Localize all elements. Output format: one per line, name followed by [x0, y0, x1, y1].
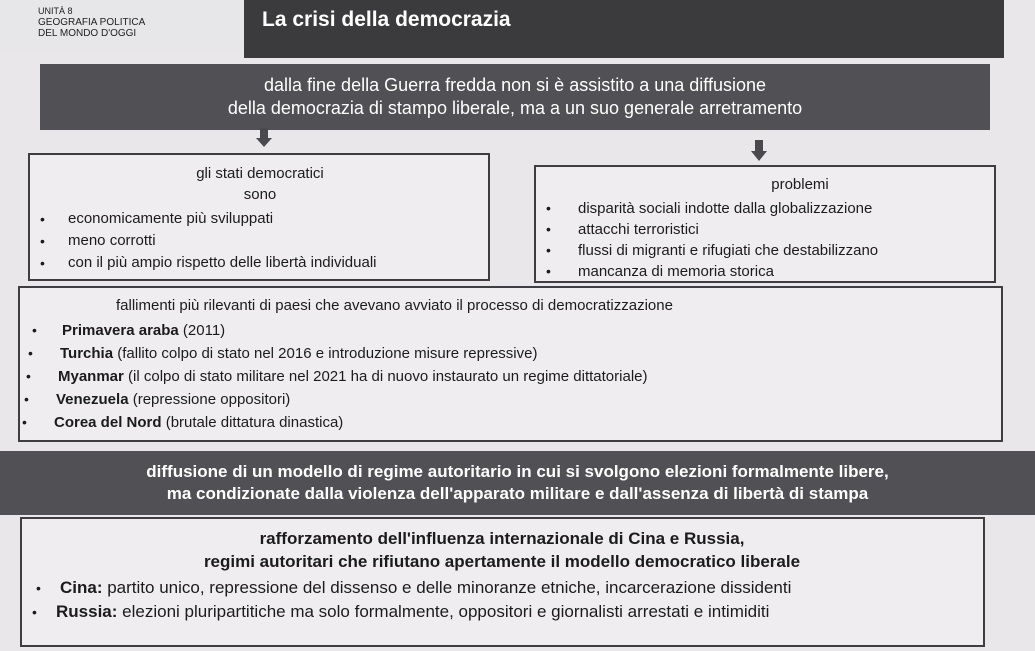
list-item: [20, 411, 1000, 434]
influence-list: [22, 576, 982, 624]
list-item: [30, 252, 490, 274]
list-item-detail: (repressione oppositori): [128, 391, 291, 408]
list-item-text: attacchi terroristici: [578, 221, 699, 238]
list-item: [536, 219, 996, 240]
list-item-detail: (il colpo di stato militare nel 2021 ha di nuovo instaurato un regime dittatoriale): [123, 368, 648, 385]
list-item: [20, 365, 1000, 388]
list-item-text: flussi di migranti e rifugiati che destabilizzano: [578, 242, 879, 259]
list-item-name: Corea del Nord: [54, 414, 162, 431]
list-item: [20, 342, 1000, 365]
authoritarian-line-1: diffusione di un modello di regime autoritario in cui si svolgono elezioni formalmente libere,: [146, 462, 889, 481]
problems-list: [536, 198, 996, 282]
bullet-icon: •: [32, 604, 37, 620]
list-item: [30, 230, 490, 252]
list-item: [536, 198, 996, 219]
intro-banner: [40, 64, 990, 130]
influence-box: [20, 517, 985, 647]
list-item: [536, 240, 996, 261]
list-item-detail: (2011): [178, 322, 226, 339]
arrow-down-icon: [256, 128, 272, 148]
democratic-states-list: [30, 208, 490, 274]
bullet-icon: •: [546, 263, 551, 279]
list-item-text: meno corrotti: [68, 232, 156, 249]
bullet-icon: •: [546, 200, 551, 216]
bullet-icon: •: [40, 211, 45, 227]
list-item-text: disparità sociali indotte dalla globalizzazione: [578, 200, 873, 217]
authoritarian-banner: [0, 451, 1035, 515]
list-item: [22, 600, 982, 624]
title-bar: [244, 0, 1004, 58]
list-item: [536, 261, 996, 282]
bullet-icon: •: [26, 368, 31, 384]
list-item-text: economicamente più sviluppati: [68, 210, 274, 227]
list-item-detail: (fallito colpo di stato nel 2016 e introduzione misure repressive): [113, 345, 538, 362]
failures-box: [18, 286, 1003, 442]
authoritarian-line-2: ma condizionate dalla violenza dell'apparato militare e dall'assenza di libertà di stampa: [166, 484, 869, 503]
bullet-icon: •: [546, 221, 551, 237]
intro-line-2: della democrazia di stampo liberale, ma a un suo generale arretramento: [227, 98, 803, 118]
bullet-icon: •: [32, 322, 37, 338]
list-item-detail: elezioni pluripartitiche ma solo formalmente, oppositori e giornalisti arrestati e intimiditi: [117, 602, 770, 621]
list-item: [30, 208, 490, 230]
list-item-text: con il più ampio rispetto delle libertà individuali: [68, 254, 377, 271]
failures-heading: fallimenti più rilevanti di paesi che avevano avviato il processo di democratizzazione: [116, 297, 673, 314]
problems-box: [534, 165, 996, 283]
list-item-name: Venezuela: [56, 391, 129, 408]
problems-heading: problemi: [771, 176, 829, 193]
list-item-name: Cina:: [60, 578, 103, 597]
subject-line-1: GEOGRAFIA POLITICA: [38, 17, 146, 28]
page-title: La crisi della democrazia: [262, 8, 511, 31]
bullet-icon: •: [40, 233, 45, 249]
democratic-states-subheading: sono: [243, 186, 277, 203]
list-item-text: mancanza di memoria storica: [578, 263, 774, 280]
bullet-icon: •: [22, 414, 27, 430]
bullet-icon: •: [546, 242, 551, 258]
unit-label: [0, 0, 244, 50]
arrow-down-icon: [751, 140, 767, 162]
list-item: [20, 388, 1000, 411]
democratic-states-box: [28, 153, 490, 281]
list-item: [20, 319, 1000, 342]
influence-line-1: rafforzamento dell'influenza internazionale di Cina e Russia,: [259, 529, 745, 548]
list-item-detail: partito unico, repressione del dissenso e delle minoranze etniche, incarcerazione dissidenti: [102, 578, 792, 597]
bullet-icon: •: [24, 391, 29, 407]
bullet-icon: •: [28, 345, 33, 361]
failures-list: [20, 319, 1000, 434]
list-item-name: Myanmar: [58, 368, 124, 385]
list-item: [22, 576, 982, 600]
subject-line-2: DEL MONDO D'OGGI: [38, 28, 137, 39]
list-item-name: Turchia: [60, 345, 114, 362]
bullet-icon: •: [36, 580, 41, 596]
intro-line-1: dalla fine della Guerra fredda non si è assistito a una diffusione: [264, 75, 766, 95]
unit-number: UNITÀ 8: [38, 6, 73, 16]
list-item-detail: (brutale dittatura dinastica): [161, 414, 344, 431]
democratic-states-heading: gli stati democratici: [196, 165, 324, 182]
influence-line-2: regimi autoritari che rifiutano apertamente il modello democratico liberale: [203, 552, 801, 571]
bullet-icon: •: [40, 255, 45, 271]
list-item-name: Primavera araba: [62, 322, 179, 339]
list-item-name: Russia:: [56, 602, 118, 621]
